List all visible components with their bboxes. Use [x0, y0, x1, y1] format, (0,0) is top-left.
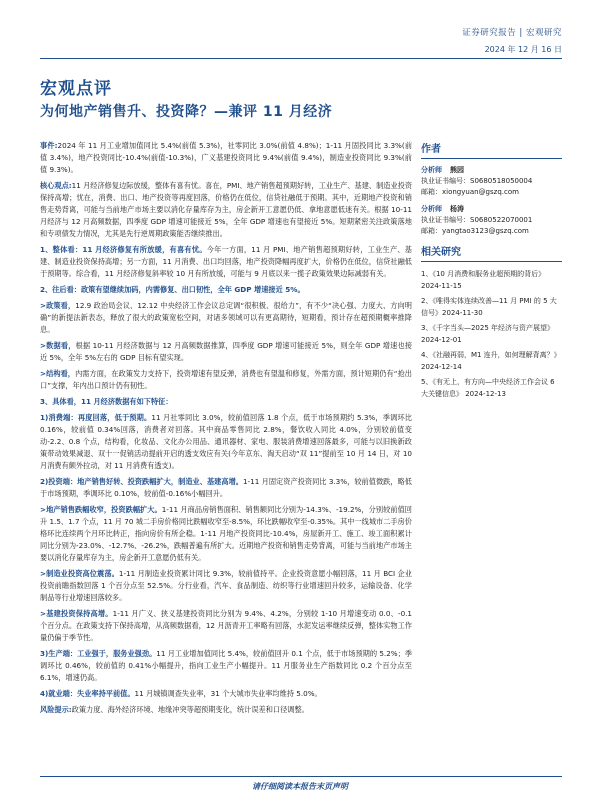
report-title: 为何地产销售升、投资降？—兼评 11 月经济	[40, 104, 333, 120]
paragraph-lead: 2、往后看：政策有望继续加码，内需修复、出口韧性，全年 GDP 增速接近 5%。	[40, 285, 305, 294]
body-paragraph	[40, 608, 412, 644]
related-link[interactable]: 3、《千字当头—2025 年经济与资产展望》2024-12-01	[421, 324, 554, 344]
paragraph-text: 11 月经济修复边际放缓，整体有喜有忧。喜在，PMI、地产销售超预期好转，工业生产、基建、制造业投资保持高增；忧在，消费、出口、地产投资等再度回落，价格仍在低位，信贷社融低于预期。其中，近期地产投资和销售走势背离，可能与当前地产市场主要以消化存量库存为主，房企新开工意愿仍低、拿地意愿低迷有关。根据 10-11 月经济与 12 月高频数据，四季度 GDP 增速可能接近 5%，全年 GDP 增速也有望接近 5%。短期紧密关注政策落地和专项债发力情况，尤其是先行逆周期政策能否继续推出。	[40, 181, 413, 238]
paragraph-text: 1-11 月固定资产投资同比 3.3%，较前值微跌，略低于市场预期，季调环比 0.10%，较前值-0.16%小幅回升。	[40, 477, 412, 498]
body-paragraph	[40, 568, 412, 604]
body-paragraph	[40, 244, 412, 280]
related-link[interactable]: 2、《唯得实体连续改善—11 月 PMI 的 5 大信号》2024-11-30	[421, 297, 557, 317]
paragraph-text: 内需方面，在政策发力支持下，投资增速有望反弹，消费也有望温和修复，外需方面，预计短期仍有“抢出口”支撑，年内出口预计仍有韧性。	[40, 369, 412, 390]
paragraph-text: 12.9 政治局会议、12.12 中央经济工作会议总定调“很积极、很给力”，有不少“决心强、力度大、方向明确”的新提法新表态，释放了很大的政策宽松空间，对诸多领域可以有更高期待，短期看，预计存在超预期概率推降息。	[40, 301, 412, 334]
author-role: 分析师	[421, 205, 442, 213]
author-block	[421, 165, 562, 198]
paragraph-lead: 3、具体看，11 月经济数据有如下特征：	[40, 397, 173, 406]
body-paragraph	[40, 368, 412, 392]
paragraph-lead: 核心观点:	[40, 181, 72, 190]
body-paragraph	[40, 340, 412, 364]
related-link[interactable]: 5、《有无上，有方向—中央经济工作会议 6 大关键信息》 2024-12-13	[421, 378, 555, 398]
report-date: 2024 年 12 月 16 日	[484, 45, 562, 54]
paragraph-lead: 4)就业端：失业率持平前值。	[40, 689, 135, 698]
body-paragraph	[40, 704, 412, 716]
paragraph-lead: 风险提示:	[40, 705, 72, 714]
author-cert: 执业证书编号：S0680518050004	[421, 177, 533, 185]
related-heading: 相关研究	[421, 243, 562, 262]
paragraph-text: 11 月工业增加值同比 5.4%，较前值回升 0.1 个点，低于市场预期的 5.2%；季调环比 0.46%，较前值的 0.41%小幅提升，指向工业生产小幅提升。11 月服务业生产指数同比 0.2 个百分点至 6.1%，增速仍高。	[40, 649, 412, 682]
main-column	[40, 140, 412, 720]
paragraph-text: 1-11 月广义、狭义基建投资同比分别为 9.4%、4.2%，分别较 1-10 月增速变动 0.0、-0.1 个百分点。在政策支持下保持高增，从高频数据看，12 月沥青开工率略有回落，水泥发运率继续反弹，整体实物工作量仍偏于季节性。	[40, 609, 412, 642]
paragraph-lead: >结构看，	[40, 369, 76, 378]
paragraph-text: 11 月社零同比 3.0%，较前值回落 1.8 个点，低于市场预期约 5.3%，季调环比 0.16%，较前值 0.34%回落，消费者对回落。其中商品零售同比 2.8%，餐饮收入同比 4.0%，分别较前值变动-2.2、0.8 个点，结构看，化妆品、文化办公用品、通讯器材、家电、服装消费增速回落最多，可能与以旧换新政策带动效果减退、双十一促销活动提前开启的透支效应有关(今年京东、淘天启动“双 11”提前至 10 月 14 日，对 10 月消费有颇外拉动，对 11 月消费有透支)。	[40, 413, 412, 470]
paragraph-text: 根据 10-11 月经济数据与 12 月高频数据推算，四季度 GDP 增速可能接近 5%，则全年 GDP 增速也接近 5%，全年 5%左右的 GDP 目标有望实现。	[40, 341, 412, 362]
paragraph-lead: 1)消费端：再度回落，低于预期。	[40, 413, 152, 422]
body-paragraph	[40, 284, 412, 296]
footer-disclaimer: 请仔细阅读本报告末页声明	[252, 782, 348, 791]
authors-heading: 作者	[421, 140, 562, 159]
body-paragraph	[40, 504, 412, 564]
footer-divider	[40, 776, 562, 777]
paragraph-lead: 1、整体看：11 月经济修复有所放缓，有喜有忧。	[40, 245, 207, 254]
author-name: 熊园	[450, 166, 464, 174]
body-paragraph	[40, 396, 412, 408]
report-category: 证券研究报告 | 宏观研究	[462, 28, 562, 38]
report-header	[0, 0, 600, 62]
body-paragraph	[40, 476, 412, 500]
paragraph-lead: 2)投资端：地产销售好转、投资跌幅扩大，制造业、基建高增。	[40, 477, 243, 486]
paragraph-lead: >制造业投资高位震荡。	[40, 569, 119, 578]
report-type: 宏观点评	[40, 79, 112, 99]
related-link[interactable]: 4、《社融再弱，M1 连升，如何理解背离？》 2024-12-14	[421, 351, 561, 371]
header-divider	[40, 58, 562, 59]
body-paragraph	[40, 140, 412, 176]
paragraph-lead: >地产销售跌幅收窄，投资跌幅扩大。	[40, 505, 162, 514]
paragraph-text: 1-11 月制造业投资累计同比 9.3%，较前值持平。企业投资意愿小幅回落，11 月 BCI 企业投资前瞻指数回落 1 个百分点至 52.5%。分行业看，汽车、食品制造、纺织等行业增速回升较多，运输设备、化学制品等行业增速回落较多。	[40, 569, 412, 602]
paragraph-lead: 事件:	[40, 141, 58, 150]
paragraph-lead: >基建投资保持高增。	[40, 609, 113, 618]
author-block	[421, 204, 562, 237]
body-paragraph	[40, 180, 412, 240]
paragraph-lead: >数据看，	[40, 341, 76, 350]
paragraph-text: 今年一方面，11 月 PMI、地产销售超预期好转，工业生产、基建、制造业投资保持高增；另一方面，11 月消费、出口均回落，地产投资降幅再度扩大，价格仍在低位，信贷社融低于预期等。综合看，11 月经济修复斜率较 10 月有所放缓，可能与 9 月底以来一揽子政策效果边际减弱有关。	[40, 245, 413, 278]
related-link[interactable]: 1、《10 月消费和服务业超预期的背后》 2024-11-15	[421, 270, 546, 290]
author-email[interactable]: 邮箱：xiongyuan@gszq.com	[421, 188, 519, 196]
paragraph-text: 2024 年 11 月工业增加值同比 5.4%(前值 5.3%)，社零同比 3.0%(前值 4.8%)；1-11 月固投同比 3.3%(前值 3.4%)，地产投资同比-10.4%(前值-10.3%)，广义基建投资同比 9.4%(前值 9.4%)，制造业投资同比 9.3%(前值 9.3%)。	[40, 141, 413, 174]
paragraph-lead: >政策看，	[40, 301, 76, 310]
author-email[interactable]: 邮箱：yangtao3123@gszq.com	[421, 227, 529, 235]
body-paragraph	[40, 300, 412, 336]
body-paragraph	[40, 648, 412, 684]
author-cert: 执业证书编号：S0680522070001	[421, 216, 533, 224]
paragraph-text: 11 月城镇调查失业率，31 个大城市失业率均维持 5.0%。	[134, 689, 322, 698]
author-name: 杨涛	[450, 205, 464, 213]
body-paragraph	[40, 688, 412, 700]
paragraph-text: 1-11 月商品房销售面积、销售额同比分别为-14.3%、-19.2%，分别较前值回升 1.5、1.7 个点，11 月 70 城二手房价格同比跌幅收窄至-8.5%，环比跌幅收窄至-0.35%。其中一线城市二手房价格环比连续两个月环比转正，指向房价有所企稳。1-11 月地产投资同比-10.4%，房屋新开工、施工、竣工面积累计同比分别为-23.0%、-12.7%、-26.2%，跌幅普遍有所扩大。近期地产投资和销售走势背离，可能与当前地产市场主要以消化存量库存为主，房企新开工意愿仍低有关。	[40, 505, 412, 562]
body-paragraph	[40, 412, 412, 472]
paragraph-text: 政策力度、海外经济环境、地缘冲突等超预期变化，统计误差和口径调整。	[71, 705, 309, 714]
sidebar	[421, 140, 562, 403]
paragraph-lead: 3)生产端：工业强于，服务业强劲。	[40, 649, 157, 658]
author-role: 分析师	[421, 166, 442, 174]
